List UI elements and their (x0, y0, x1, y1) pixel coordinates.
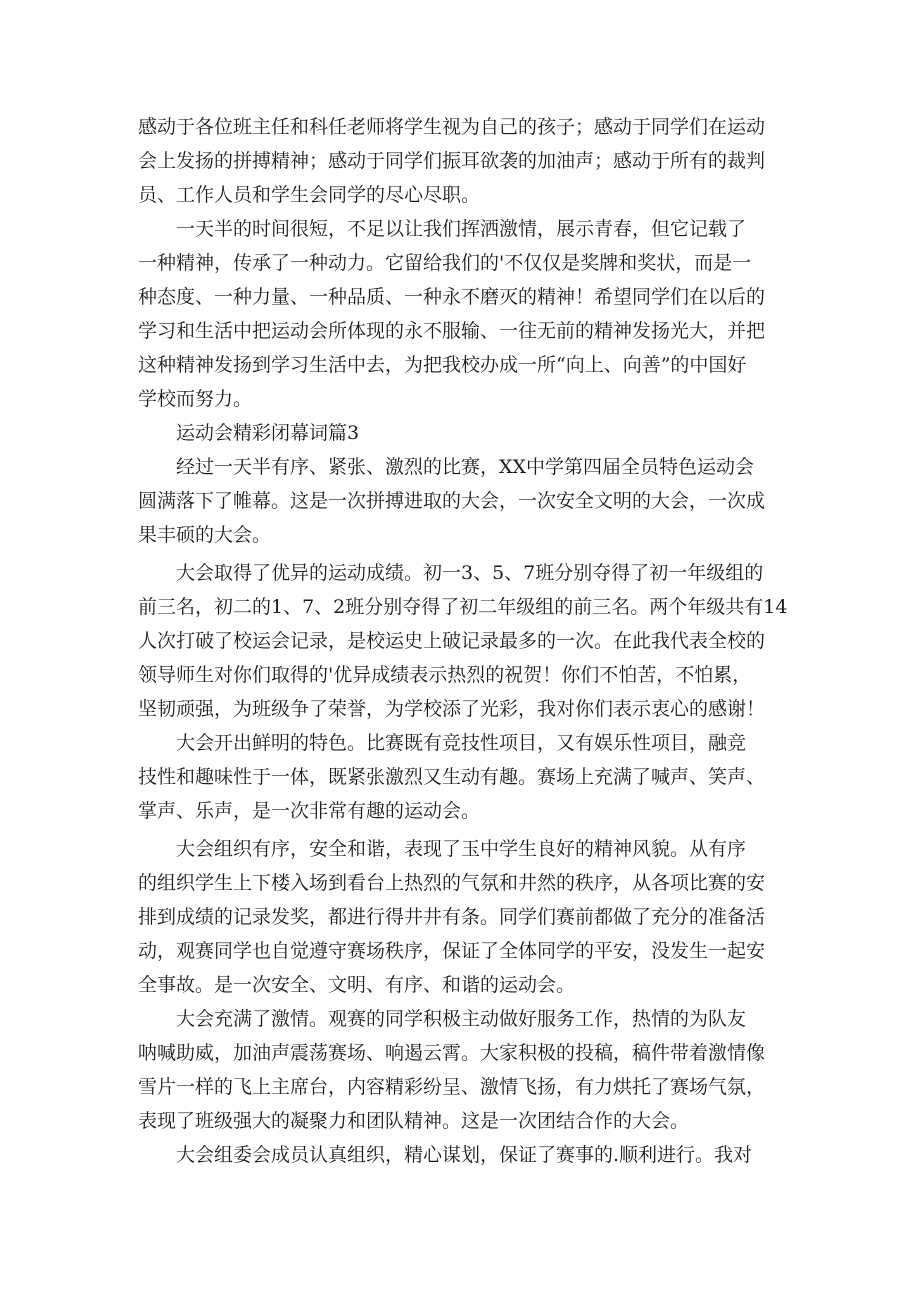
text-line: 学习和生活中把运动会所体现的永不服输、一往无前的精神发扬光大，并把 (138, 320, 766, 342)
paragraph-first-line: 一天半的时间很短，不足以让我们挥洒激情，展示青春，但它记载了 (176, 218, 747, 240)
text-line: 雪片一样的飞上主席台，内容精彩纷呈、激情飞扬，有力烘托了赛场气氛， (138, 1076, 766, 1098)
text-line: 掌声、乐声，是一次非常有趣的运动会。 (138, 800, 481, 822)
text-line: 表现了班级强大的凝聚力和团队精神。这是一次团结合作的大会。 (138, 1110, 690, 1132)
text-line: 学校而努力。 (138, 388, 253, 410)
text-line: 果丰硕的大会。 (138, 524, 272, 546)
text-line: 的组织学生上下楼入场到看台上热烈的气氛和井然的秩序，从各项比赛的安 (138, 872, 766, 894)
text-line: 种态度、一种力量、一种品质、一种永不磨灭的精神！希望同学们在以后的 (138, 286, 766, 308)
text-line: 一种精神，传承了一种动力。它留给我们的'不仅仅是奖牌和奖状，而是一 (138, 252, 752, 274)
text-line: 人次打破了校运会记录，是校运史上破记录最多的一次。在此我代表全校的 (138, 630, 766, 652)
text-line: 动，观赛同学也自觉遵守赛场秩序，保证了全体同学的平安，没发生一起安 (138, 940, 766, 962)
paragraph-first-line: 大会充满了激情。观赛的同学积极主动做好服务工作，热情的为队友 (176, 1008, 747, 1030)
text-line: 排到成绩的记录发奖，都进行得井井有条。同学们赛前都做了充分的准备活 (138, 906, 766, 928)
text-line: 呐喊助威，加油声震荡赛场、响遏云霄。大家积极的投稿，稿件带着激情像 (138, 1042, 766, 1064)
text-line: 员、工作人员和学生会同学的尽心尽职。 (138, 184, 481, 206)
text-line: 感动于各位班主任和科任老师将学生视为自己的孩子；感动于同学们在运动 (138, 116, 766, 138)
text-line: 会上发扬的拼搏精神；感动于同学们振耳欲袭的加油声；感动于所有的裁判 (138, 150, 766, 172)
paragraph-first-line: 大会取得了优异的运动成绩。初一3、5、7班分别夺得了初一年级组的 (176, 562, 764, 584)
paragraph-first-line: 大会组织有序，安全和谐，表现了玉中学生良好的精神风貌。从有序 (176, 838, 747, 860)
text-line: 这种精神发扬到学习生活中去，为把我校办成一所“向上、向善”的中国好 (138, 354, 747, 376)
text-line: 坚韧顽强，为班级争了荣誉，为学校添了光彩，我对你们表示衷心的感谢！ (138, 698, 766, 720)
text-line: 前三名，初二的1、7、2班分别夺得了初二年级组的前三名。两个年级共有14 (138, 596, 788, 618)
paragraph-first-line: 大会组委会成员认真组织，精心谋划，保证了赛事的.顺利进行。我对 (176, 1144, 753, 1166)
text-line: 技性和趣味性于一体，既紧张激烈又生动有趣。赛场上充满了喊声、笑声、 (138, 766, 766, 788)
paragraph-first-line: 经过一天半有序、紧张、激烈的比赛，XX中学第四届全员特色运动会 (176, 456, 755, 478)
section-heading: 运动会精彩闭幕词篇3 (176, 422, 360, 444)
text-line: 全事故。是一次安全、文明、有序、和谐的运动会。 (138, 974, 576, 996)
text-line: 领导师生对你们取得的'优异成绩表示热烈的祝贺！你们不怕苦，不怕累， (138, 664, 752, 686)
text-line: 圆满落下了帷幕。这是一次拼搏进取的大会，一次安全文明的大会，一次成 (138, 490, 766, 512)
paragraph-first-line: 大会开出鲜明的特色。比赛既有竞技性项目，又有娱乐性项目，融竞 (176, 732, 747, 754)
